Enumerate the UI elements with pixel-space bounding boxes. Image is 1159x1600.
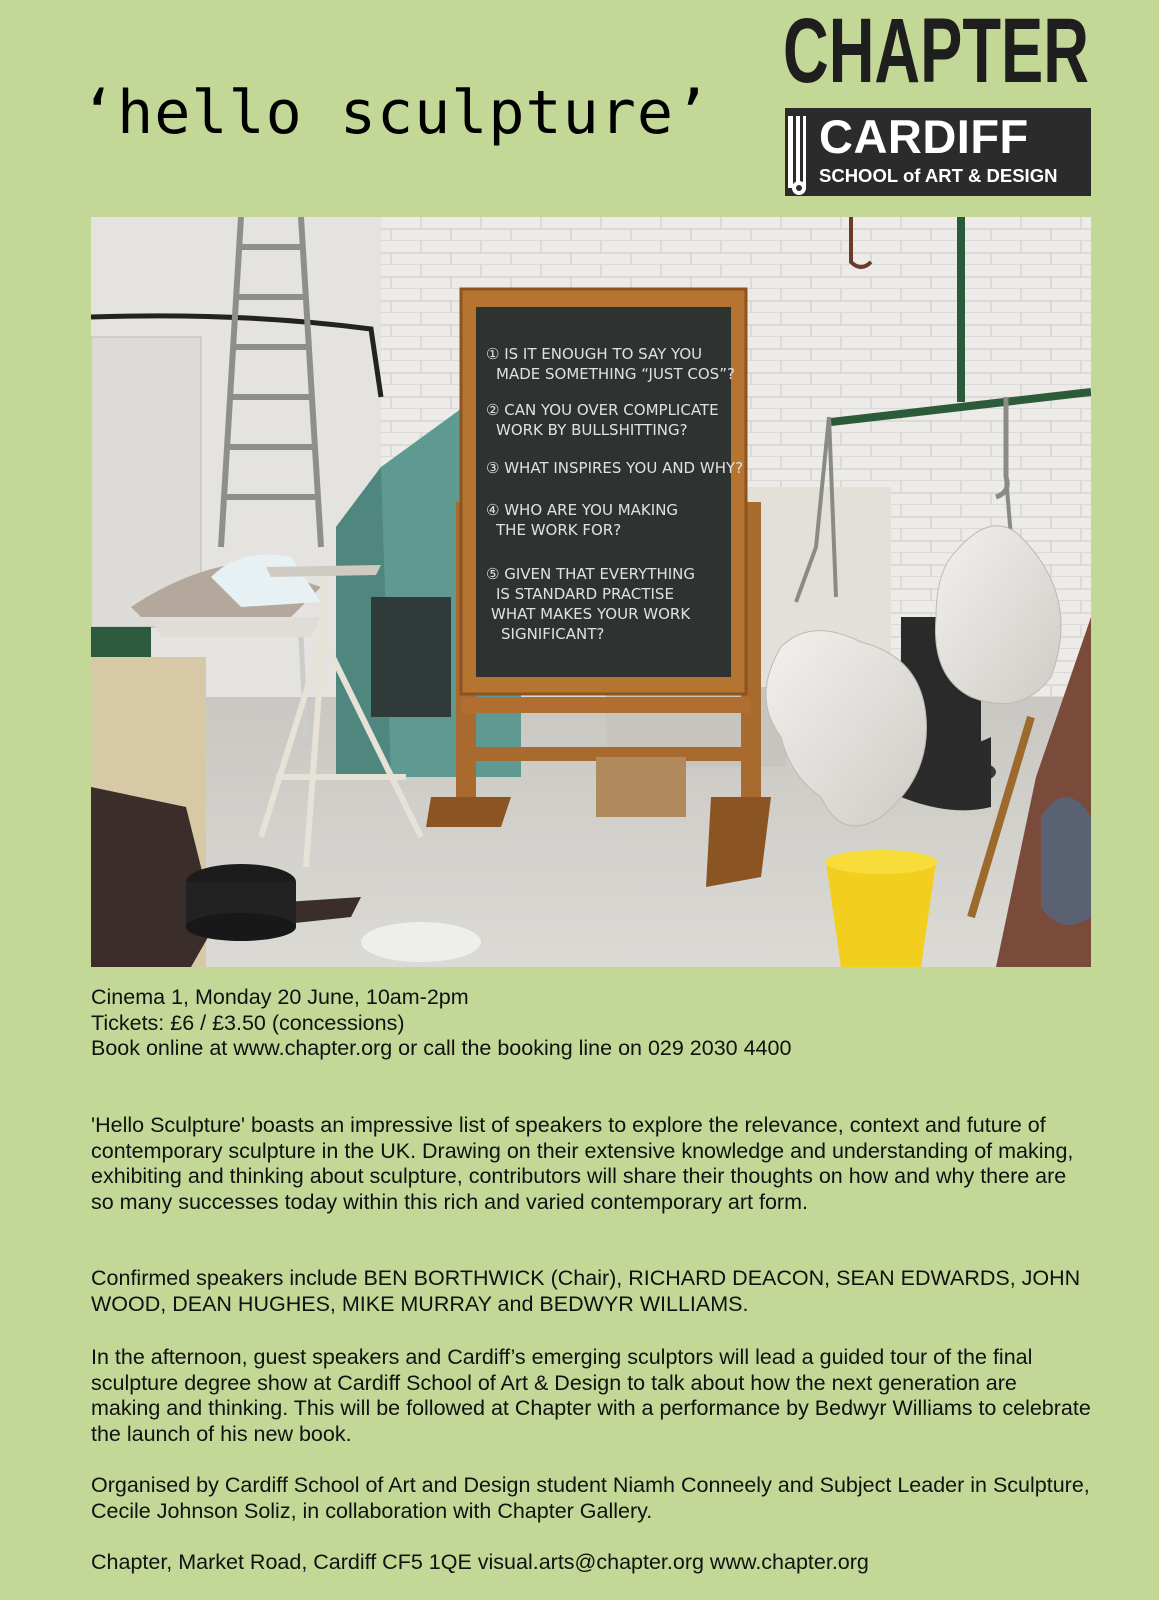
cardiff-school-logo [785, 108, 1091, 196]
chapter-logo [780, 6, 1092, 92]
afternoon-paragraph [91, 1345, 1091, 1447]
svg-text:WORK BY BULLSHITTING?: WORK BY BULLSHITTING? [496, 421, 688, 439]
svg-text:THE WORK FOR?: THE WORK FOR? [496, 521, 622, 539]
page-title: ‘hello sculpture’ [80, 78, 712, 148]
svg-text:④ WHO ARE YOU MAKING: ④ WHO ARE YOU MAKING [486, 501, 679, 519]
svg-text:③ WHAT INSPIRES YOU AND WHY?: ③ WHAT INSPIRES YOU AND WHY? [486, 459, 744, 477]
svg-text:IS STANDARD PRACTISE: IS STANDARD PRACTISE [496, 585, 674, 603]
svg-text:⑤ GIVEN THAT EVERYTHING: ⑤ GIVEN THAT EVERYTHING [486, 565, 696, 583]
afternoon-text: In the afternoon, guest speakers and Cardiff’s emerging sculptors will lead a guided tour of the final sculpture degree show at Cardiff School of Art & Design to talk about how the next generation are making and thinking. This will be followed at Chapter with a performance by Bedwyr Williams to celebrate the launch of his new book. [91, 1345, 1091, 1446]
svg-text:② CAN YOU OVER COMPLICATE: ② CAN YOU OVER COMPLICATE [486, 401, 719, 419]
organisers-paragraph [91, 1473, 1091, 1524]
svg-text:SIGNIFICANT?: SIGNIFICANT? [501, 625, 605, 643]
cardiff-wordmark: CARDIFF [819, 110, 1029, 163]
studio-photo [91, 217, 1091, 967]
svg-text:MADE SOMETHING “JUST COS”?: MADE SOMETHING “JUST COS”? [496, 365, 735, 383]
svg-text:WHAT MAKES YOUR WORK: WHAT MAKES YOUR WORK [491, 605, 691, 623]
event-tickets: Tickets: £6 / £3.50 (concessions) [91, 1010, 405, 1035]
speakers-paragraph [91, 1266, 1091, 1317]
school-wordmark: SCHOOL of ART & DESIGN [819, 165, 1058, 186]
event-details [91, 985, 1091, 1062]
chapter-logo-text: CHAPTER [783, 6, 1089, 92]
speakers-text: Confirmed speakers include BEN BORTHWICK (Chair), RICHARD DEACON, SEAN EDWARDS, JOHN WOOD, DEAN HUGHES, MIKE MURRAY and BEDWYR WILLIAMS. [91, 1266, 1081, 1316]
description-paragraph [91, 1113, 1091, 1215]
cardiff-emblem-icon [785, 108, 813, 196]
footer-text: Chapter, Market Road, Cardiff CF5 1QE visual.arts@chapter.org www.chapter.org [91, 1550, 869, 1574]
footer-contact [91, 1550, 1091, 1576]
event-time: Cinema 1, Monday 20 June, 10am-2pm [91, 985, 469, 1009]
description-text: 'Hello Sculpture' boasts an impressive list of speakers to explore the relevance, context and future of contemporary sculpture in the UK. Drawing on their extensive knowledge and understanding of making, exhibiting and thinking about sculpture, contributors will share their thoughts on how and why there are so many successes today within this rich and varied contemporary art form. [91, 1113, 1074, 1214]
event-booking: Book online at www.chapter.org or call the booking line on 029 2030 4400 [91, 1036, 792, 1060]
organisers-text: Organised by Cardiff School of Art and Design student Niamh Conneely and Subject Leader in Sculpture, Cecile Johnson Soliz, in collaboration with Chapter Gallery. [91, 1473, 1090, 1523]
svg-text:① IS IT ENOUGH TO SAY YOU: ① IS IT ENOUGH TO SAY YOU [486, 345, 703, 363]
